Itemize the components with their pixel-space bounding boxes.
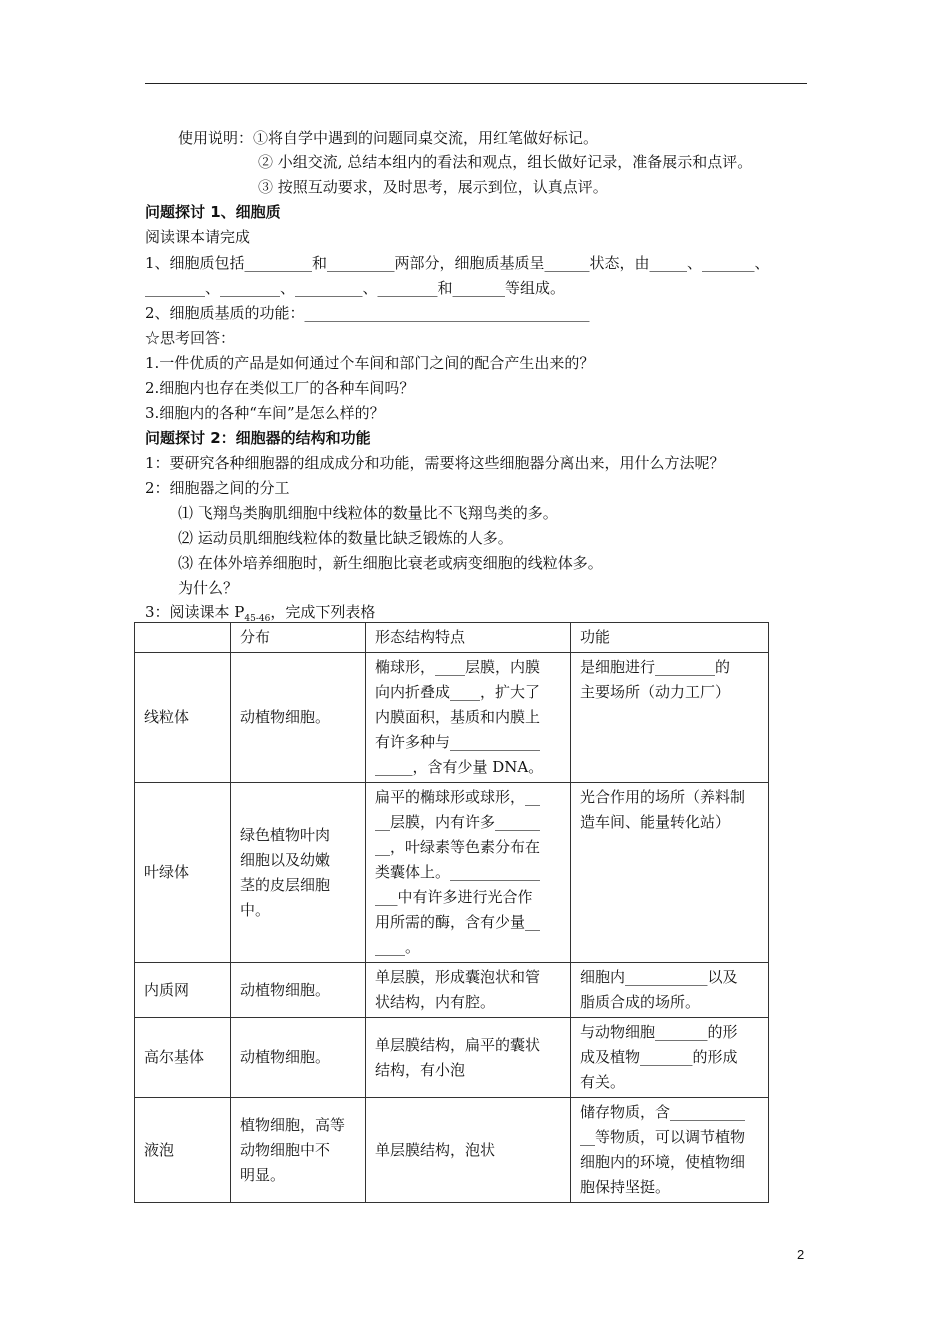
cell-line: 用所需的酶，含有少量__ bbox=[375, 913, 541, 931]
structure-cell bbox=[366, 783, 571, 963]
table-row bbox=[135, 653, 769, 783]
function-cell bbox=[571, 963, 769, 1018]
organelle-name: 液泡 bbox=[135, 1098, 231, 1203]
table-row bbox=[135, 783, 769, 963]
cell-line: 主要场所（动力工厂） bbox=[580, 683, 731, 701]
table-row bbox=[135, 963, 769, 1018]
distribution-cell bbox=[231, 783, 366, 963]
cell-line: 状结构，内有腔。 bbox=[375, 993, 496, 1011]
cell-line: 内膜面积，基质和内膜上 bbox=[375, 708, 541, 726]
cell-line: 细胞内的环境，使植物细 bbox=[580, 1153, 746, 1171]
section2-title: 问题探讨 2：细胞器的结构和功能 bbox=[145, 429, 371, 447]
function-cell bbox=[571, 783, 769, 963]
cell-line: 明显。 bbox=[240, 1165, 286, 1184]
header-rule bbox=[145, 83, 807, 84]
section1-title: 问题探讨 1、细胞质 bbox=[145, 203, 281, 221]
cell-line: 绿色植物叶肉 bbox=[240, 825, 331, 844]
table-row bbox=[135, 1098, 769, 1203]
distribution-cell: 动植物细胞。 bbox=[231, 1018, 366, 1098]
cell-line: 向内折叠成____，扩大了 bbox=[375, 683, 541, 701]
distribution-cell: 动植物细胞。 bbox=[231, 653, 366, 783]
table-row bbox=[135, 1018, 769, 1098]
cell-line: __，叶绿素等色素分布在 bbox=[375, 838, 541, 856]
cell-line: 茎的皮层细胞 bbox=[240, 875, 331, 894]
statement-2: ⑵ 运动员肌细胞线粒体的数量比缺乏锻炼的人多。 bbox=[178, 529, 513, 547]
instructions-line-3: ③ 按照互动要求，及时思考，展示到位，认真点评。 bbox=[258, 178, 608, 196]
cell-line: 椭球形，____层膜，内膜 bbox=[375, 658, 541, 676]
section1-q2: 2、细胞质基质的功能：______________________________________ bbox=[145, 304, 590, 322]
cell-line: 与动物细胞_______的形 bbox=[580, 1023, 738, 1041]
q3-prefix: 3：阅读课本 P bbox=[145, 603, 245, 621]
organelle-table bbox=[134, 622, 769, 1203]
cell-line: 类囊体上。____________ bbox=[375, 863, 541, 881]
cell-line-text: 结构，有小泡 bbox=[375, 1060, 466, 1079]
cell-line: 造车间、能量转化站） bbox=[580, 813, 731, 831]
think-heading: ☆思考回答： bbox=[145, 329, 236, 347]
cell-line: 有关。 bbox=[580, 1073, 626, 1091]
think-question-3: 3.细胞内的各种“车间”是怎么样的？ bbox=[145, 404, 385, 422]
section1-q1-line1: 1、细胞质包括_________和_________两部分，细胞质基质呈______状态，由_____、_______、 bbox=[145, 254, 770, 272]
header-cell-function: 功能 bbox=[571, 623, 769, 653]
think-question-1: 1.一件优质的产品是如何通过个车间和部门之间的配合产生出来的？ bbox=[145, 354, 595, 372]
function-cell bbox=[571, 653, 769, 783]
statement-3: ⑶ 在体外培养细胞时，新生细胞比衰老或病变细胞的线粒体多。 bbox=[178, 554, 603, 572]
q3-suffix: ，完成下列表格 bbox=[270, 603, 376, 621]
cell-line bbox=[375, 1058, 561, 1083]
cell-line: ____。 bbox=[375, 938, 421, 956]
cell-line: 植物细胞，高等 bbox=[240, 1115, 346, 1134]
statement-1: ⑴ 飞翔鸟类胸肌细胞中线粒体的数量比不飞翔鸟类的多。 bbox=[178, 504, 558, 522]
organelle-name: 内质网 bbox=[135, 963, 231, 1018]
organelle-name: 叶绿体 bbox=[135, 783, 231, 963]
cell-line: _____，含有少量 DNA。 bbox=[375, 758, 544, 776]
cell-line: 胞保持坚挺。 bbox=[580, 1178, 671, 1196]
distribution-cell: 动植物细胞。 bbox=[231, 963, 366, 1018]
section1-intro: 阅读课本请完成 bbox=[145, 228, 251, 246]
structure-cell bbox=[366, 963, 571, 1018]
cell-line: 储存物质，含__________ bbox=[580, 1103, 746, 1121]
header-cell-blank bbox=[135, 623, 231, 653]
cell-line: 单层膜，形成囊泡状和管 bbox=[375, 968, 541, 986]
instructions-line-1: 使用说明：①将自学中遇到的问题同桌交流，用红笔做好标记。 bbox=[178, 129, 599, 147]
cell-line: 成及植物_______的形成 bbox=[580, 1048, 738, 1066]
cell-line: 脂质合成的场所。 bbox=[580, 993, 701, 1011]
cell-line: 细胞内___________以及 bbox=[580, 968, 738, 986]
structure-cell bbox=[366, 1018, 571, 1098]
think-question-2: 2.细胞内也存在类似工厂的各种车间吗？ bbox=[145, 379, 415, 397]
why-question: 为什么？ bbox=[178, 579, 239, 597]
distribution-cell bbox=[231, 1098, 366, 1203]
cell-line: 扁平的椭球形或球形，__ bbox=[375, 788, 541, 806]
cell-line: 是细胞进行________的 bbox=[580, 658, 731, 676]
section2-q2: 2：细胞器之间的分工 bbox=[145, 479, 290, 497]
table-header-row bbox=[135, 623, 769, 653]
cell-line: ___中有许多进行光合作 bbox=[375, 888, 533, 906]
page-number: 2 bbox=[797, 1247, 805, 1262]
cell-line: 有许多种与____________ bbox=[375, 733, 541, 751]
cell-line: 光合作用的场所（养料制 bbox=[580, 788, 746, 806]
instructions-line-2: ② 小组交流, 总结本组内的看法和观点，组长做好记录，准备展示和点评。 bbox=[258, 153, 753, 171]
cell-line: 单层膜结构，扁平的囊状 bbox=[375, 1035, 541, 1054]
organelle-name: 线粒体 bbox=[135, 653, 231, 783]
cell-line: 细胞以及幼嫩 bbox=[240, 850, 331, 869]
function-cell bbox=[571, 1018, 769, 1098]
structure-cell: 单层膜结构，泡状 bbox=[366, 1098, 571, 1203]
cell-line: 中。 bbox=[240, 900, 271, 919]
function-cell bbox=[571, 1098, 769, 1203]
section1-q1-line2: ________、________、_________、________和_______等组成。 bbox=[145, 279, 566, 297]
q3-page-range: 45-46 bbox=[244, 614, 271, 624]
cell-line: 动物细胞中不 bbox=[240, 1140, 331, 1159]
cell-line: __等物质，可以调节植物 bbox=[580, 1128, 746, 1146]
organelle-name: 高尔基体 bbox=[135, 1018, 231, 1098]
structure-cell bbox=[366, 653, 571, 783]
header-cell-structure: 形态结构特点 bbox=[366, 623, 571, 653]
header-cell-distribution: 分布 bbox=[231, 623, 366, 653]
cell-line: __层膜，内有许多______ bbox=[375, 813, 541, 831]
section2-q1: 1：要研究各种细胞器的组成成分和功能，需要将这些细胞器分离出来，用什么方法呢？ bbox=[145, 454, 725, 472]
